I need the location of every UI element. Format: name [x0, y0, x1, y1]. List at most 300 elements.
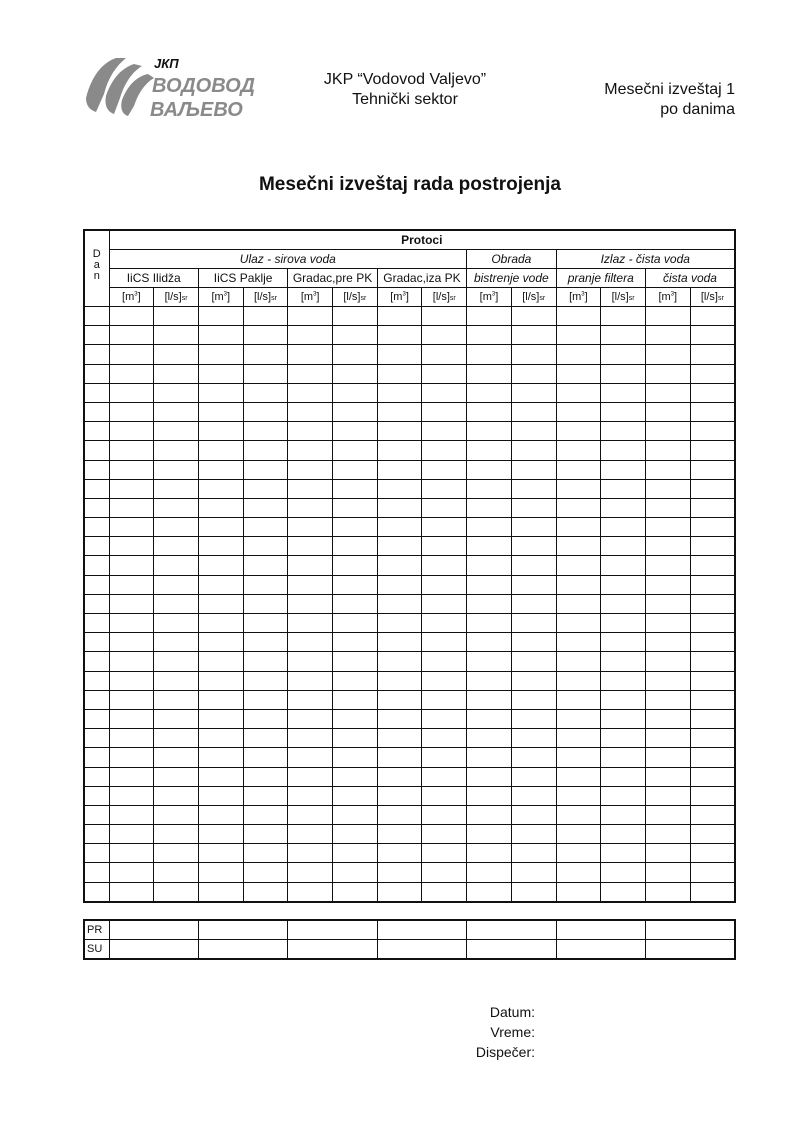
data-cell[interactable]: [556, 671, 601, 690]
data-cell[interactable]: [556, 460, 601, 479]
data-cell[interactable]: [467, 882, 512, 902]
data-cell[interactable]: [243, 729, 288, 748]
data-cell[interactable]: [243, 402, 288, 421]
data-cell[interactable]: [198, 498, 243, 517]
data-cell[interactable]: [467, 863, 512, 882]
day-cell[interactable]: [84, 537, 109, 556]
data-cell[interactable]: [377, 882, 422, 902]
data-cell[interactable]: [377, 690, 422, 709]
data-cell[interactable]: [690, 825, 735, 844]
data-cell[interactable]: [422, 690, 467, 709]
data-cell[interactable]: [690, 402, 735, 421]
data-cell[interactable]: [198, 479, 243, 498]
totals-cell[interactable]: [467, 940, 556, 960]
data-cell[interactable]: [467, 498, 512, 517]
data-cell[interactable]: [243, 652, 288, 671]
data-cell[interactable]: [511, 594, 556, 613]
data-cell[interactable]: [690, 709, 735, 728]
data-cell[interactable]: [198, 345, 243, 364]
data-cell[interactable]: [601, 422, 646, 441]
data-cell[interactable]: [645, 307, 690, 326]
data-cell[interactable]: [511, 748, 556, 767]
data-cell[interactable]: [109, 556, 154, 575]
data-cell[interactable]: [288, 402, 333, 421]
data-cell[interactable]: [467, 575, 512, 594]
data-cell[interactable]: [333, 345, 378, 364]
day-cell[interactable]: [84, 460, 109, 479]
data-cell[interactable]: [690, 882, 735, 902]
day-cell[interactable]: [84, 805, 109, 824]
data-cell[interactable]: [377, 671, 422, 690]
data-cell[interactable]: [422, 863, 467, 882]
data-cell[interactable]: [467, 825, 512, 844]
data-cell[interactable]: [377, 422, 422, 441]
data-cell[interactable]: [243, 594, 288, 613]
data-cell[interactable]: [109, 863, 154, 882]
data-cell[interactable]: [645, 594, 690, 613]
totals-cell[interactable]: [556, 920, 645, 940]
data-cell[interactable]: [556, 537, 601, 556]
data-cell[interactable]: [422, 441, 467, 460]
data-cell[interactable]: [601, 479, 646, 498]
data-cell[interactable]: [511, 633, 556, 652]
data-cell[interactable]: [601, 537, 646, 556]
data-cell[interactable]: [377, 383, 422, 402]
data-cell[interactable]: [422, 614, 467, 633]
data-cell[interactable]: [333, 671, 378, 690]
data-cell[interactable]: [422, 594, 467, 613]
day-cell[interactable]: [84, 345, 109, 364]
data-cell[interactable]: [154, 767, 199, 786]
data-cell[interactable]: [690, 748, 735, 767]
data-cell[interactable]: [154, 556, 199, 575]
data-cell[interactable]: [154, 594, 199, 613]
data-cell[interactable]: [511, 690, 556, 709]
data-cell[interactable]: [154, 518, 199, 537]
data-cell[interactable]: [556, 844, 601, 863]
data-cell[interactable]: [645, 748, 690, 767]
data-cell[interactable]: [198, 422, 243, 441]
data-cell[interactable]: [377, 709, 422, 728]
data-cell[interactable]: [511, 422, 556, 441]
data-cell[interactable]: [645, 709, 690, 728]
data-cell[interactable]: [243, 786, 288, 805]
data-cell[interactable]: [154, 844, 199, 863]
day-cell[interactable]: [84, 767, 109, 786]
data-cell[interactable]: [198, 633, 243, 652]
data-cell[interactable]: [288, 863, 333, 882]
data-cell[interactable]: [109, 633, 154, 652]
data-cell[interactable]: [422, 556, 467, 575]
data-cell[interactable]: [377, 614, 422, 633]
data-cell[interactable]: [198, 326, 243, 345]
data-cell[interactable]: [556, 825, 601, 844]
data-cell[interactable]: [109, 652, 154, 671]
data-cell[interactable]: [198, 537, 243, 556]
data-cell[interactable]: [154, 345, 199, 364]
data-cell[interactable]: [243, 882, 288, 902]
data-cell[interactable]: [601, 882, 646, 902]
day-cell[interactable]: [84, 383, 109, 402]
data-cell[interactable]: [467, 633, 512, 652]
data-cell[interactable]: [601, 748, 646, 767]
data-cell[interactable]: [288, 882, 333, 902]
data-cell[interactable]: [690, 614, 735, 633]
data-cell[interactable]: [601, 614, 646, 633]
data-cell[interactable]: [467, 748, 512, 767]
data-cell[interactable]: [556, 594, 601, 613]
data-cell[interactable]: [109, 805, 154, 824]
data-cell[interactable]: [556, 556, 601, 575]
data-cell[interactable]: [288, 498, 333, 517]
data-cell[interactable]: [511, 518, 556, 537]
data-cell[interactable]: [333, 537, 378, 556]
data-cell[interactable]: [467, 652, 512, 671]
data-cell[interactable]: [154, 575, 199, 594]
data-cell[interactable]: [601, 729, 646, 748]
data-cell[interactable]: [333, 825, 378, 844]
data-cell[interactable]: [243, 422, 288, 441]
data-cell[interactable]: [422, 633, 467, 652]
data-cell[interactable]: [377, 805, 422, 824]
data-cell[interactable]: [511, 326, 556, 345]
data-cell[interactable]: [243, 307, 288, 326]
data-cell[interactable]: [243, 709, 288, 728]
data-cell[interactable]: [645, 805, 690, 824]
data-cell[interactable]: [556, 729, 601, 748]
data-cell[interactable]: [109, 748, 154, 767]
data-cell[interactable]: [601, 326, 646, 345]
data-cell[interactable]: [690, 844, 735, 863]
data-cell[interactable]: [109, 460, 154, 479]
data-cell[interactable]: [690, 307, 735, 326]
data-cell[interactable]: [511, 460, 556, 479]
day-cell[interactable]: [84, 594, 109, 613]
data-cell[interactable]: [333, 402, 378, 421]
day-cell[interactable]: [84, 479, 109, 498]
data-cell[interactable]: [601, 345, 646, 364]
data-cell[interactable]: [377, 518, 422, 537]
data-cell[interactable]: [288, 709, 333, 728]
data-cell[interactable]: [690, 422, 735, 441]
data-cell[interactable]: [690, 498, 735, 517]
data-cell[interactable]: [511, 863, 556, 882]
data-cell[interactable]: [511, 882, 556, 902]
data-cell[interactable]: [377, 402, 422, 421]
data-cell[interactable]: [511, 825, 556, 844]
data-cell[interactable]: [690, 575, 735, 594]
data-cell[interactable]: [467, 460, 512, 479]
data-cell[interactable]: [511, 556, 556, 575]
data-cell[interactable]: [333, 882, 378, 902]
data-cell[interactable]: [109, 671, 154, 690]
data-cell[interactable]: [690, 345, 735, 364]
data-cell[interactable]: [288, 690, 333, 709]
data-cell[interactable]: [198, 614, 243, 633]
data-cell[interactable]: [690, 383, 735, 402]
data-cell[interactable]: [422, 518, 467, 537]
data-cell[interactable]: [198, 729, 243, 748]
data-cell[interactable]: [333, 594, 378, 613]
data-cell[interactable]: [690, 556, 735, 575]
data-cell[interactable]: [556, 690, 601, 709]
data-cell[interactable]: [198, 652, 243, 671]
data-cell[interactable]: [556, 652, 601, 671]
data-cell[interactable]: [333, 498, 378, 517]
data-cell[interactable]: [645, 498, 690, 517]
totals-cell[interactable]: [646, 920, 735, 940]
data-cell[interactable]: [422, 709, 467, 728]
data-cell[interactable]: [422, 729, 467, 748]
data-cell[interactable]: [243, 748, 288, 767]
data-cell[interactable]: [511, 537, 556, 556]
data-cell[interactable]: [154, 805, 199, 824]
data-cell[interactable]: [690, 863, 735, 882]
data-cell[interactable]: [690, 364, 735, 383]
day-cell[interactable]: [84, 326, 109, 345]
data-cell[interactable]: [288, 460, 333, 479]
data-cell[interactable]: [198, 575, 243, 594]
data-cell[interactable]: [645, 690, 690, 709]
data-cell[interactable]: [511, 402, 556, 421]
data-cell[interactable]: [601, 652, 646, 671]
data-cell[interactable]: [601, 441, 646, 460]
data-cell[interactable]: [511, 441, 556, 460]
day-cell[interactable]: [84, 709, 109, 728]
data-cell[interactable]: [154, 498, 199, 517]
data-cell[interactable]: [467, 345, 512, 364]
data-cell[interactable]: [511, 805, 556, 824]
data-cell[interactable]: [690, 767, 735, 786]
data-cell[interactable]: [467, 556, 512, 575]
data-cell[interactable]: [109, 825, 154, 844]
data-cell[interactable]: [556, 805, 601, 824]
data-cell[interactable]: [422, 422, 467, 441]
data-cell[interactable]: [645, 479, 690, 498]
data-cell[interactable]: [422, 575, 467, 594]
data-cell[interactable]: [109, 498, 154, 517]
data-cell[interactable]: [422, 479, 467, 498]
data-cell[interactable]: [288, 307, 333, 326]
data-cell[interactable]: [645, 518, 690, 537]
data-cell[interactable]: [467, 307, 512, 326]
day-cell[interactable]: [84, 364, 109, 383]
data-cell[interactable]: [333, 422, 378, 441]
data-cell[interactable]: [422, 383, 467, 402]
data-cell[interactable]: [556, 345, 601, 364]
data-cell[interactable]: [198, 767, 243, 786]
data-cell[interactable]: [556, 307, 601, 326]
data-cell[interactable]: [556, 402, 601, 421]
data-cell[interactable]: [154, 479, 199, 498]
data-cell[interactable]: [243, 518, 288, 537]
data-cell[interactable]: [645, 441, 690, 460]
data-cell[interactable]: [690, 594, 735, 613]
data-cell[interactable]: [690, 671, 735, 690]
data-cell[interactable]: [333, 460, 378, 479]
data-cell[interactable]: [511, 364, 556, 383]
data-cell[interactable]: [333, 364, 378, 383]
day-cell[interactable]: [84, 614, 109, 633]
data-cell[interactable]: [422, 825, 467, 844]
data-cell[interactable]: [377, 479, 422, 498]
data-cell[interactable]: [109, 575, 154, 594]
data-cell[interactable]: [377, 537, 422, 556]
data-cell[interactable]: [467, 441, 512, 460]
data-cell[interactable]: [243, 345, 288, 364]
data-cell[interactable]: [243, 633, 288, 652]
data-cell[interactable]: [109, 307, 154, 326]
data-cell[interactable]: [333, 518, 378, 537]
data-cell[interactable]: [109, 614, 154, 633]
data-cell[interactable]: [690, 633, 735, 652]
data-cell[interactable]: [377, 825, 422, 844]
data-cell[interactable]: [467, 786, 512, 805]
data-cell[interactable]: [243, 460, 288, 479]
data-cell[interactable]: [288, 364, 333, 383]
data-cell[interactable]: [109, 383, 154, 402]
data-cell[interactable]: [467, 383, 512, 402]
data-cell[interactable]: [511, 479, 556, 498]
data-cell[interactable]: [377, 441, 422, 460]
data-cell[interactable]: [109, 882, 154, 902]
data-cell[interactable]: [154, 402, 199, 421]
data-cell[interactable]: [288, 825, 333, 844]
data-cell[interactable]: [645, 863, 690, 882]
data-cell[interactable]: [109, 690, 154, 709]
data-cell[interactable]: [288, 671, 333, 690]
data-cell[interactable]: [109, 767, 154, 786]
data-cell[interactable]: [109, 422, 154, 441]
day-cell[interactable]: [84, 863, 109, 882]
data-cell[interactable]: [198, 748, 243, 767]
data-cell[interactable]: [288, 805, 333, 824]
day-cell[interactable]: [84, 671, 109, 690]
day-cell[interactable]: [84, 402, 109, 421]
data-cell[interactable]: [109, 326, 154, 345]
data-cell[interactable]: [645, 786, 690, 805]
data-cell[interactable]: [511, 498, 556, 517]
totals-cell[interactable]: [288, 920, 377, 940]
data-cell[interactable]: [377, 748, 422, 767]
data-cell[interactable]: [198, 882, 243, 902]
data-cell[interactable]: [467, 844, 512, 863]
data-cell[interactable]: [333, 326, 378, 345]
day-cell[interactable]: [84, 518, 109, 537]
data-cell[interactable]: [198, 556, 243, 575]
data-cell[interactable]: [333, 383, 378, 402]
data-cell[interactable]: [333, 652, 378, 671]
data-cell[interactable]: [690, 805, 735, 824]
data-cell[interactable]: [556, 575, 601, 594]
data-cell[interactable]: [645, 383, 690, 402]
data-cell[interactable]: [288, 844, 333, 863]
data-cell[interactable]: [645, 882, 690, 902]
totals-cell[interactable]: [109, 920, 198, 940]
data-cell[interactable]: [556, 441, 601, 460]
day-cell[interactable]: [84, 748, 109, 767]
data-cell[interactable]: [154, 825, 199, 844]
data-cell[interactable]: [422, 882, 467, 902]
data-cell[interactable]: [198, 825, 243, 844]
data-cell[interactable]: [243, 575, 288, 594]
data-cell[interactable]: [556, 383, 601, 402]
data-cell[interactable]: [601, 709, 646, 728]
data-cell[interactable]: [467, 614, 512, 633]
totals-cell[interactable]: [288, 940, 377, 960]
data-cell[interactable]: [690, 441, 735, 460]
totals-cell[interactable]: [198, 940, 287, 960]
data-cell[interactable]: [690, 479, 735, 498]
data-cell[interactable]: [556, 882, 601, 902]
data-cell[interactable]: [467, 729, 512, 748]
data-cell[interactable]: [645, 614, 690, 633]
data-cell[interactable]: [243, 441, 288, 460]
data-cell[interactable]: [467, 671, 512, 690]
data-cell[interactable]: [109, 537, 154, 556]
data-cell[interactable]: [467, 594, 512, 613]
data-cell[interactable]: [154, 633, 199, 652]
data-cell[interactable]: [243, 825, 288, 844]
data-cell[interactable]: [511, 345, 556, 364]
data-cell[interactable]: [109, 729, 154, 748]
data-cell[interactable]: [288, 422, 333, 441]
data-cell[interactable]: [690, 786, 735, 805]
data-cell[interactable]: [556, 709, 601, 728]
data-cell[interactable]: [154, 709, 199, 728]
data-cell[interactable]: [690, 652, 735, 671]
data-cell[interactable]: [645, 402, 690, 421]
data-cell[interactable]: [198, 402, 243, 421]
data-cell[interactable]: [154, 364, 199, 383]
data-cell[interactable]: [154, 307, 199, 326]
data-cell[interactable]: [511, 307, 556, 326]
data-cell[interactable]: [556, 498, 601, 517]
data-cell[interactable]: [333, 767, 378, 786]
totals-cell[interactable]: [467, 920, 556, 940]
data-cell[interactable]: [333, 556, 378, 575]
data-cell[interactable]: [243, 671, 288, 690]
data-cell[interactable]: [645, 844, 690, 863]
data-cell[interactable]: [422, 345, 467, 364]
data-cell[interactable]: [154, 326, 199, 345]
day-cell[interactable]: [84, 307, 109, 326]
data-cell[interactable]: [377, 364, 422, 383]
data-cell[interactable]: [422, 844, 467, 863]
data-cell[interactable]: [109, 441, 154, 460]
data-cell[interactable]: [601, 383, 646, 402]
data-cell[interactable]: [333, 729, 378, 748]
data-cell[interactable]: [556, 479, 601, 498]
data-cell[interactable]: [154, 383, 199, 402]
data-cell[interactable]: [198, 383, 243, 402]
data-cell[interactable]: [601, 825, 646, 844]
data-cell[interactable]: [601, 307, 646, 326]
data-cell[interactable]: [154, 882, 199, 902]
data-cell[interactable]: [198, 307, 243, 326]
data-cell[interactable]: [198, 709, 243, 728]
data-cell[interactable]: [109, 402, 154, 421]
data-cell[interactable]: [333, 575, 378, 594]
data-cell[interactable]: [690, 326, 735, 345]
data-cell[interactable]: [467, 402, 512, 421]
data-cell[interactable]: [377, 575, 422, 594]
data-cell[interactable]: [556, 786, 601, 805]
data-cell[interactable]: [556, 767, 601, 786]
data-cell[interactable]: [377, 844, 422, 863]
data-cell[interactable]: [198, 844, 243, 863]
data-cell[interactable]: [288, 594, 333, 613]
